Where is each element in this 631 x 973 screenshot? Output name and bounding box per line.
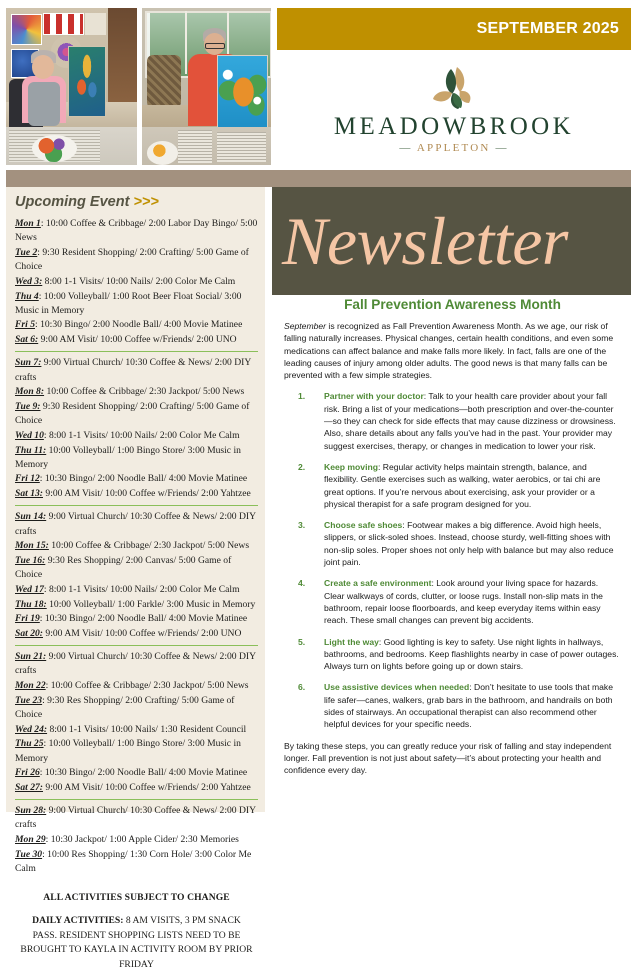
issue-date-band xyxy=(277,8,631,50)
event-row xyxy=(15,833,258,847)
photo2-newspaper-a xyxy=(178,130,212,163)
event-detail-text: 10:30 Bingo/ 2:00 Noodle Ball/ 4:00 Movie Matinee xyxy=(37,319,243,331)
tip-lead-label: Choose safe shoes xyxy=(324,520,403,531)
event-day-label: Mon 15: xyxy=(15,540,49,552)
event-row xyxy=(15,539,258,553)
event-row xyxy=(15,400,258,428)
event-detail-text: 9:00 Virtual Church/ 10:30 Coffee & News/ 2:00 DIY crafts xyxy=(15,651,256,677)
event-row xyxy=(15,766,258,780)
event-row xyxy=(15,318,258,332)
daily-activities-label: DAILY ACTIVITIES: xyxy=(32,915,124,927)
tip-lead-label: Create a safe environment xyxy=(324,578,432,589)
event-day-label: Tue 23 xyxy=(15,694,43,706)
event-detail-text: 10:00 Volleyball/ 1:00 Bingo Store/ 3:00 Music in Memory xyxy=(15,444,241,470)
event-separator: : xyxy=(42,694,45,706)
event-week-group xyxy=(15,645,258,795)
article-intro-text: is recognized as Fall Prevention Awareness Month. As we age, our risk of falling naturally increases. Physical changes, certain health conditions, and even some medications can affect balance and make falls more likely. In fact, falls are one of the leading causes of injury among older adults. The good news is that many falls can be prevented with a few simple strategies. xyxy=(284,321,614,381)
event-day-label: Sun 28: xyxy=(15,805,47,817)
event-row xyxy=(15,472,258,486)
event-detail-text: 9:00 Virtual Church/ 10:30 Coffee & News/ 2:00 DIY crafts xyxy=(15,805,256,831)
event-row xyxy=(15,723,258,737)
photo2-eyeglasses xyxy=(205,43,225,50)
event-detail-text: 9:30 Resident Shopping/ 2:00 Crafting/ 5:00 Game of Choice xyxy=(15,400,250,427)
event-day-label: Wed 3: xyxy=(15,275,43,287)
event-day-label: Thu 25 xyxy=(15,738,44,750)
event-row xyxy=(15,737,258,765)
event-separator: : xyxy=(35,319,38,331)
article-title: Fall Prevention Awareness Month xyxy=(344,297,561,312)
event-detail-text: 10:00 Volleyball/ 1:00 Bingo Store/ 3:00 Music in Memory xyxy=(15,738,241,764)
event-separator: : xyxy=(43,429,47,441)
tip-item xyxy=(310,636,621,673)
event-detail-text: 9:00 AM Visit/ 10:00 Coffee w/Friends/ 2:00 Yahtzee xyxy=(43,488,251,500)
upcoming-events-panel xyxy=(6,187,265,971)
event-row xyxy=(15,612,258,626)
event-separator: : xyxy=(39,767,43,779)
article-closing-paragraph: By taking these steps, you can greatly reduce your risk of falling and stay independent longer. Fall prevention is not just about safety—it’s about protecting your health and confidence every day. xyxy=(284,740,612,776)
event-row xyxy=(15,694,258,722)
event-week-group xyxy=(15,505,258,641)
activities-notice xyxy=(15,892,258,972)
event-separator: : xyxy=(43,583,47,595)
event-day-label: Thu 4 xyxy=(15,290,39,302)
tip-lead-label: Use assistive devices when needed xyxy=(324,682,470,693)
event-day-label: Wed 10 xyxy=(15,429,44,441)
photo1-wall-art-a xyxy=(11,14,42,44)
photo2-armchair xyxy=(147,55,181,108)
tip-item xyxy=(310,577,621,626)
event-row xyxy=(15,429,258,443)
event-day-label: Fri 26 xyxy=(15,767,40,779)
event-row xyxy=(15,679,258,693)
event-separator: : xyxy=(39,473,43,485)
event-row xyxy=(15,275,258,289)
event-day-label: Sat 27: xyxy=(15,782,43,794)
brand-logo-block xyxy=(277,52,631,165)
event-detail-text: 9:30 Resident Shopping/ 2:00 Crafting/ 5:00 Game of Choice xyxy=(15,246,249,273)
brand-dash-left: — xyxy=(399,141,413,154)
event-day-label: Mon 22 xyxy=(15,680,46,692)
event-row xyxy=(15,217,258,245)
tip-lead-label: Partner with your doctor xyxy=(324,391,424,402)
photo1-wall-art-c xyxy=(43,13,84,35)
photo1-person-apron xyxy=(28,82,59,126)
upcoming-events-heading xyxy=(15,194,258,210)
event-row xyxy=(15,290,258,318)
event-separator: : xyxy=(38,290,42,302)
event-detail-text: 9:30 Res Shopping/ 2:00 Crafting/ 5:00 Game of Choice xyxy=(15,694,235,720)
event-separator: : xyxy=(39,613,43,625)
header-photo-gallery xyxy=(6,8,271,165)
resident-painting-photo-2 xyxy=(142,8,271,165)
event-detail-text: 8:00 1-1 Visits/ 10:00 Nails/ 2:00 Color Me Calm xyxy=(42,275,236,287)
event-row xyxy=(15,781,258,795)
event-row xyxy=(15,598,258,612)
event-detail-text: 10:30 Bingo/ 2:00 Noodle Ball/ 4:00 Movie Matinee xyxy=(42,767,248,779)
event-day-label: Tue 30 xyxy=(15,848,43,860)
event-row xyxy=(15,583,258,597)
photo1-door xyxy=(108,8,137,102)
event-detail-text: 9:00 AM Visit/ 10:00 Coffee w/Friends/ 2:00 Yahtzee xyxy=(43,782,251,794)
tip-body-text: : Good lighting is key to safety. Use night lights in hallways, bathrooms, and bedrooms. Keep flashlights nearby in case of power outages. Always turn on lights before going up or down stairs. xyxy=(324,636,619,672)
event-detail-text: 9:00 Virtual Church/ 10:30 Coffee & News/ 2:00 DIY crafts xyxy=(15,357,251,383)
brand-dash-right: — xyxy=(495,141,509,154)
header-divider-band xyxy=(6,170,631,187)
newsletter-masthead xyxy=(272,187,631,295)
tip-body-text: : Footwear makes a big difference. Avoid high heels, slippers, or slick-soled shoes. Instead, choose sturdy, well-fitting shoes with non-slip soles. Proper shoes not only help with balance but may also reduce joint pain. xyxy=(324,520,614,568)
event-row xyxy=(15,627,258,641)
tip-body-text: : Don’t hesitate to use tools that make life safer—canes, walkers, grab bars in the bathroom, and handrails on both sides of stairways. An occupational therapist can also recommend other helpful devices for your specific needs. xyxy=(324,682,614,730)
event-day-label: Fri 12 xyxy=(15,473,40,485)
event-detail-text: 10:00 Coffee & Cribbage/ 2:30 Jackpot/ 5:00 News xyxy=(44,386,245,398)
event-detail-text: 10:00 Res Shopping/ 1:30 Corn Hole/ 3:00 Color Me Calm xyxy=(15,848,252,875)
event-detail-text: 10:00 Volleyball/ 1:00 Root Beer Float Social/ 3:00 Music in Memory xyxy=(15,290,242,316)
event-detail-text: 8:00 1-1 Visits/ 10:00 Nails/ 2:00 Color Me Calm xyxy=(46,429,240,441)
newsletter-masthead-title: Newsletter xyxy=(282,203,568,279)
resident-painting-photo-1 xyxy=(6,8,137,165)
event-week-group xyxy=(15,799,258,876)
event-day-label: Sun 21: xyxy=(15,651,47,663)
event-day-label: Fri 5 xyxy=(15,319,35,331)
event-detail-text: 9:00 AM Visit/ 10:00 Coffee w/Friends/ 2:00 UNO xyxy=(38,334,237,346)
event-detail-text: 9:30 Res Shopping/ 2:00 Canvas/ 5:00 Game of Choice xyxy=(15,554,232,581)
event-row xyxy=(15,356,258,384)
tip-lead-label: Keep moving xyxy=(324,461,378,472)
tip-body-text: : Look around your living space for hazards. Clear walkways of cords, clutter, or loose rugs. Install non-slip mats in the bathroom, repair loose floorboards, and keep everyday items within easy reach. These small changes can prevent big accidents. xyxy=(324,578,603,626)
article-intro-emphasis: September xyxy=(284,321,327,331)
event-day-label: Sat 6: xyxy=(15,334,39,346)
page-header xyxy=(0,0,631,165)
tip-lead-label: Light the way xyxy=(324,636,379,647)
issue-date-label: SEPTEMBER 2025 xyxy=(476,20,619,37)
event-row xyxy=(15,333,258,347)
event-separator: : xyxy=(40,218,44,229)
event-week-group xyxy=(15,217,258,347)
tip-body-text: : Talk to your health care provider about your fall risk. Bring a list of your medications—both prescription and over-the-counter—so they can check for side effects that may cause dizziness or drowsiness. Also, share details about any falls you’ve had in the past. Your provider may suggest exercises, therapy, or changes in medication to lower your risk. xyxy=(324,391,616,451)
event-day-label: Sat 20: xyxy=(15,627,43,639)
event-day-label: Wed 17 xyxy=(15,583,44,595)
event-day-label: Thu 11: xyxy=(15,444,47,456)
feature-article xyxy=(272,295,631,826)
event-week-list xyxy=(15,217,258,876)
article-intro-paragraph xyxy=(284,320,621,381)
event-separator: : xyxy=(37,246,40,258)
photo1-canvas-artwork xyxy=(68,46,107,117)
event-row xyxy=(15,246,258,274)
event-day-label: Mon 1 xyxy=(15,218,41,229)
event-detail-text: 10:00 Volleyball/ 1:00 Farkle/ 3:00 Music in Memory xyxy=(46,598,256,610)
photo2-newspaper-b xyxy=(217,132,266,162)
event-row xyxy=(15,385,258,399)
photo1-person-head xyxy=(32,55,54,79)
event-separator: : xyxy=(45,834,49,846)
event-day-label: Mon 8: xyxy=(15,386,45,398)
event-row xyxy=(15,554,258,582)
event-separator: : xyxy=(42,848,45,860)
fall-prevention-tips-list xyxy=(284,390,621,730)
tip-body-text: : Regular activity helps maintain strength, balance, and flexibility. Gentle exercises such as walking, water aerobics, or tai chi are great options. If you’re nervous about exercising, ask your provider or a physical therapist for a safe program designed for you. xyxy=(324,461,601,509)
event-day-label: Tue 16: xyxy=(15,554,46,566)
event-detail-text: 10:30 Bingo/ 2:00 Noodle Ball/ 4:00 Movie Matinee xyxy=(42,613,248,625)
event-day-label: Mon 29 xyxy=(15,834,46,846)
photo2-window-mullion-1 xyxy=(185,11,187,74)
event-day-label: Wed 24: xyxy=(15,723,48,735)
event-detail-text: 10:00 Coffee & Cribbage/ 2:30 Jackpot/ 5:00 News xyxy=(48,540,250,552)
tip-item xyxy=(310,519,621,568)
photo2-paint-plate xyxy=(147,141,178,165)
event-detail-text: 9:00 Virtual Church/ 10:30 Coffee & News/ 2:00 DIY crafts xyxy=(15,511,256,537)
photo1-wall-art-d xyxy=(85,13,106,35)
event-detail-text: 8:00 1-1 Visits/ 10:00 Nails/ 1:30 Resident Council xyxy=(47,723,247,735)
event-day-label: Thu 18: xyxy=(15,598,47,610)
event-row xyxy=(15,804,258,832)
tip-item xyxy=(310,390,621,451)
event-row xyxy=(15,487,258,501)
tip-item xyxy=(310,681,621,730)
upcoming-events-heading-text: Upcoming Event xyxy=(15,194,130,210)
event-row xyxy=(15,650,258,678)
activities-notice-body xyxy=(15,914,258,972)
event-week-group xyxy=(15,351,258,501)
event-day-label: Fri 19 xyxy=(15,613,40,625)
brand-location-text: APPLETON xyxy=(416,141,491,154)
brand-location-label xyxy=(399,142,508,154)
brand-wordmark: MEADOWBROOK xyxy=(333,112,575,140)
daily-activities-text: 8 AM VISITS, 3 PM SNACK PASS. RESIDENT SHOPPING LISTS NEED TO BE BROUGHT TO KAYLA IN ACTIVITY ROOM BY PRIOR FRIDAY xyxy=(20,915,253,971)
event-day-label: Tue 2 xyxy=(15,246,38,258)
event-detail-text: 8:00 1-1 Visits/ 10:00 Nails/ 2:00 Color Me Calm xyxy=(46,583,240,595)
photo1-paint-plate xyxy=(32,135,77,162)
event-day-label: Tue 9: xyxy=(15,400,41,412)
event-detail-text: 10:00 Coffee & Cribbage/ 2:00 Labor Day Bingo/ 5:00 News xyxy=(15,218,258,244)
event-row xyxy=(15,444,258,472)
event-row xyxy=(15,848,258,876)
event-detail-text: 9:00 AM Visit/ 10:00 Coffee w/Friends/ 2:00 UNO xyxy=(43,627,242,639)
event-separator: : xyxy=(45,680,49,692)
event-detail-text: 10:00 Coffee & Cribbage/ 2:30 Jackpot/ 5:00 News xyxy=(48,680,249,692)
butterfly-leaf-logo-icon xyxy=(427,64,481,112)
tip-item xyxy=(310,461,621,510)
event-row xyxy=(15,510,258,538)
event-detail-text: 10:30 Bingo/ 2:00 Noodle Ball/ 4:00 Movie Matinee xyxy=(42,473,248,485)
event-separator: : xyxy=(43,738,47,750)
activities-notice-heading: ALL ACTIVITIES SUBJECT TO CHANGE xyxy=(43,892,230,904)
event-day-label: Sun 14: xyxy=(15,511,47,523)
photo2-turtle-painting xyxy=(217,55,268,129)
event-day-label: Sun 7: xyxy=(15,357,42,369)
event-day-label: Sat 13: xyxy=(15,488,43,500)
chevron-arrows-icon: >>> xyxy=(133,194,159,210)
event-detail-text: 10:30 Jackpot/ 1:00 Apple Cider/ 2:30 Memories xyxy=(48,834,239,846)
